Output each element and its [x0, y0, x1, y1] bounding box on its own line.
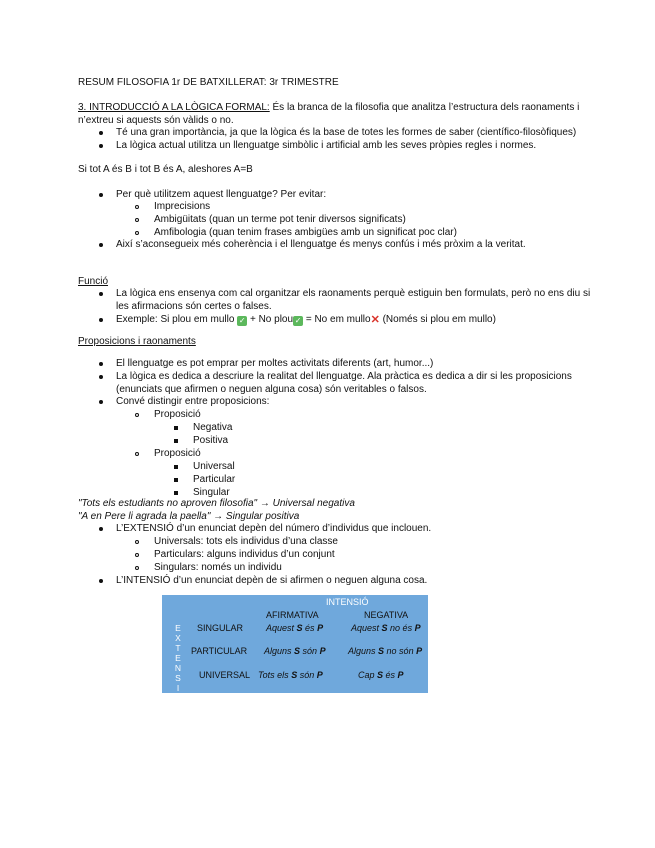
extensio-letter: N [174, 663, 182, 673]
circle-marker [135, 553, 139, 557]
square-marker [174, 426, 178, 430]
funcio-example [116, 314, 496, 326]
circle-marker [135, 218, 139, 222]
square-marker [174, 465, 178, 469]
funcio-bullet-1b: les afirmacions són certes o falses. [116, 301, 272, 312]
extensio-item-1: Universals: tots els individus d’una classe [154, 536, 338, 547]
bullet-marker [99, 292, 103, 296]
avoid-item-2: Ambigüitats (quan un terme pot tenir diversos significats) [154, 214, 406, 225]
bullet-marker [99, 362, 103, 366]
table-cell-affirmative: Tots els S són P [258, 670, 323, 680]
prop-bullet-1: El llenguatge es pot emprar per moltes activitats diferents (art, humor...) [116, 358, 434, 369]
table-intensio-header: INTENSIÓ [326, 597, 369, 607]
proposicio-2-item-2: Particular [193, 474, 236, 485]
intensio-bullet: L’INTENSIÓ d’un enunciat depèn de si afirmen o neguen alguna cosa. [116, 575, 428, 586]
extensio-letter: T [175, 643, 181, 653]
example-part-2: + No plou [247, 314, 294, 325]
extensio-letter: Ó [174, 693, 182, 703]
table-cell-negative: Cap S és P [358, 670, 404, 680]
cross-mark-icon: ✕ [370, 314, 380, 326]
section-3-bullet-1: Té una gran importància, ja que la lògica és la base de totes les formes de saber (científico-filosòfiques) [116, 127, 577, 138]
extensio-item-2: Particulars: alguns individus d’un conjunt [154, 549, 335, 560]
table-cell-affirmative: Alguns S són P [264, 646, 326, 656]
proposicio-2-item-3: Singular [193, 487, 230, 498]
table-cell-negative: Alguns S no són P [348, 646, 423, 656]
prop-bullet-2b: (enunciats que afirmen o neguen alguna cosa) són veritables o falsos. [116, 384, 427, 395]
bullet-marker [99, 144, 103, 148]
check-mark-icon: ✓ [238, 316, 246, 325]
funcio-heading: Funció [78, 276, 109, 287]
table-cell-negative: Aquest S no és P [351, 623, 421, 633]
proposicio-2: Proposició [154, 448, 201, 459]
example-quote-1: "Tots els estudiants no aproven filosofia" → Universal negativa [78, 498, 355, 509]
proposicio-2-item-1: Universal [193, 461, 235, 472]
proposicio-1-item-1: Negativa [193, 422, 233, 433]
example-quote-2: "A en Pere li agrada la paella" → Singular positiva [78, 511, 300, 522]
avoid-item-3: Amfibologia (quan tenim frases ambigües amb un significat poc clar) [154, 227, 457, 238]
bullet-marker [99, 318, 103, 322]
extensio-item-3: Singulars: només un individu [154, 562, 282, 573]
square-marker [174, 491, 178, 495]
extensio-letter: E [175, 653, 181, 663]
prop-bullet-2a: La lògica es dedica a descriure la realitat del llenguatge. Ala pràctica es dedica a dir si les proposicions [116, 371, 572, 382]
bullet-marker [99, 579, 103, 583]
table-afirmativa-header: AFIRMATIVA [266, 610, 319, 620]
section-3-heading: 3. INTRODUCCIÓ A LA LÒGICA FORMAL: [78, 102, 270, 113]
section-3-intro-a: És la branca de la filosofia que analitza l’estructura dels raonaments i [269, 102, 580, 113]
proposition-type-table [162, 595, 428, 703]
circle-marker [135, 231, 139, 235]
bullet-marker [99, 400, 103, 404]
table-negativa-header: NEGATIVA [364, 610, 409, 620]
bullet-marker [99, 193, 103, 197]
why-question: Per què utilitzem aquest llenguatge? Per evitar: [116, 189, 327, 200]
section-3-intro-b: n’extreu si aquests són vàlids o no. [78, 115, 234, 126]
circle-marker [135, 413, 139, 417]
extensio-letter: X [175, 633, 181, 643]
proposicio-1: Proposició [154, 409, 201, 420]
square-marker [174, 478, 178, 482]
section-3-bullet-2: La lògica actual utilitza un llenguatge simbòlic i artificial amb les seves pròpies regles i normes. [116, 140, 537, 151]
square-marker [174, 439, 178, 443]
check-mark-icon: ✓ [294, 316, 302, 325]
circle-marker [135, 566, 139, 570]
bullet-marker [99, 375, 103, 379]
bullet-marker [99, 243, 103, 247]
logic-example: Si tot A és B i tot B és A, aleshores A=B [78, 164, 253, 175]
prop-bullet-3: Convé distingir entre proposicions: [116, 396, 270, 407]
extensio-letter: I [176, 683, 180, 693]
coherence-bullet: Així s’aconsegueix més coherència i el llenguatge és menys confús i més pròxim a la veritat. [116, 239, 526, 250]
example-part-3: = No em mullo [303, 314, 371, 325]
extensio-letter: E [175, 623, 181, 633]
section-3-intro-line [78, 102, 579, 114]
avoid-item-1: Imprecisions [154, 201, 211, 212]
proposicio-1-item-2: Positiva [193, 435, 229, 446]
circle-marker [135, 540, 139, 544]
circle-marker [135, 452, 139, 456]
table-row-label: UNIVERSAL [199, 670, 251, 680]
document-title: RESUM FILOSOFIA 1r DE BATXILLERAT: 3r TRIMESTRE [78, 77, 339, 88]
proposicions-heading: Proposicions i raonaments [78, 336, 196, 347]
circle-marker [135, 205, 139, 209]
table-extensio-vertical [171, 623, 185, 703]
example-part-4: (Només si plou em mullo) [379, 314, 496, 325]
bullet-marker [99, 527, 103, 531]
bullet-marker [99, 131, 103, 135]
extensio-letter: S [175, 673, 181, 683]
example-part-1: Exemple: Si plou em mullo [116, 314, 238, 325]
table-row-label: PARTICULAR [191, 646, 248, 656]
funcio-bullet-1a: La lògica ens ensenya com cal organitzar els raonaments perquè estiguin ben formulats, però no ens diu si [116, 288, 591, 299]
extensio-bullet: L’EXTENSIÓ d’un enunciat depèn del número d’individus que inclouen. [116, 523, 432, 534]
table-cell-affirmative: Aquest S és P [266, 623, 324, 633]
table-row-label: SINGULAR [197, 623, 244, 633]
